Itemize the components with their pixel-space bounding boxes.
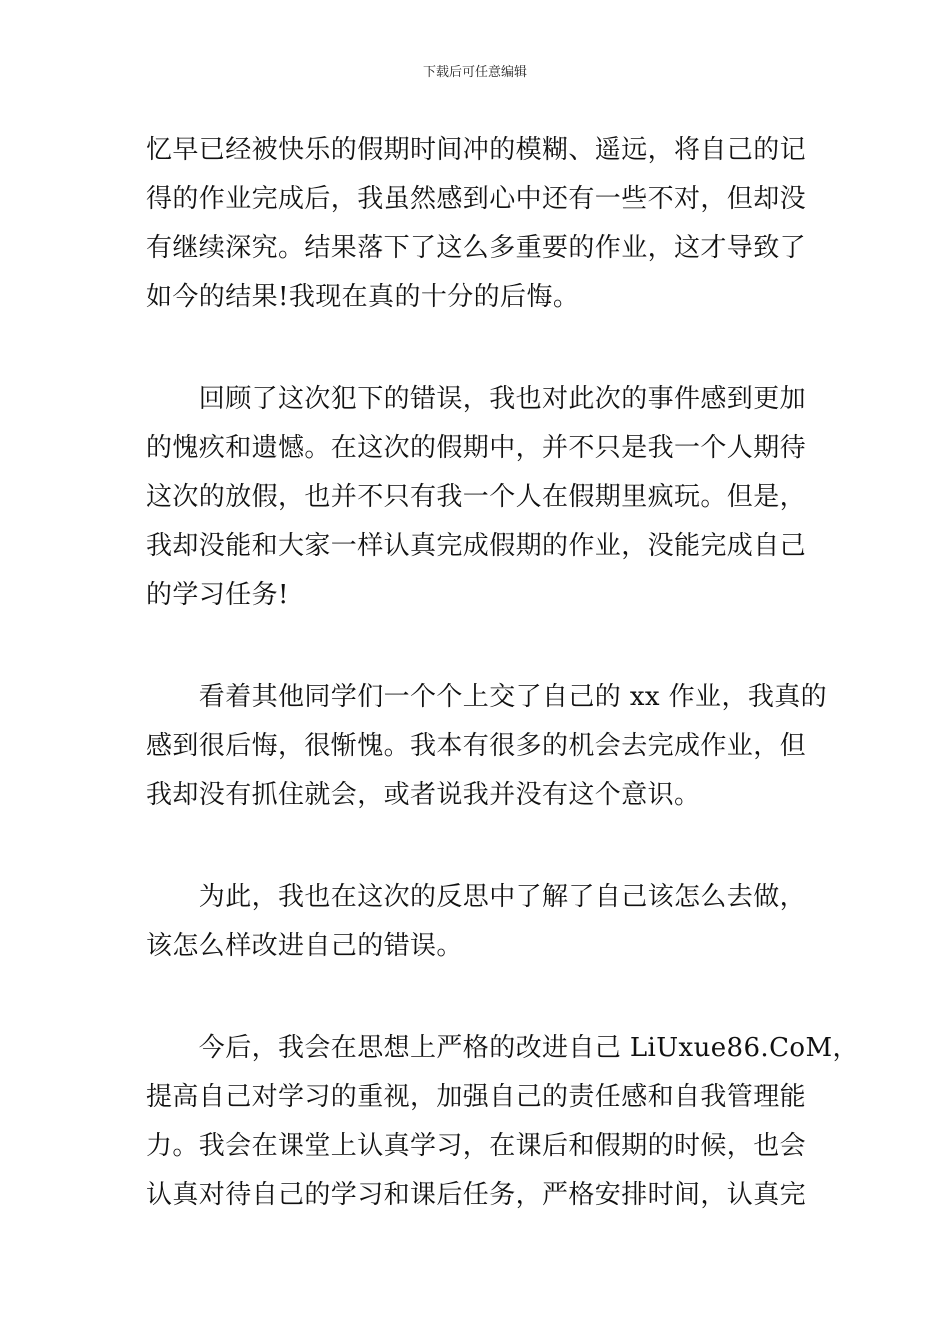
paragraph-line: 看着其他同学们一个个上交了自己的 xx 作业，我真的 (146, 682, 828, 712)
paragraph-line: 认真对待自己的学习和课后任务，严格安排时间，认真完 (146, 1180, 807, 1210)
paragraph-line: 的愧疚和遗憾。在这次的假期中，并不只是我一个人期待 (146, 433, 807, 463)
paragraph-5 (146, 1024, 859, 1220)
paragraph-line: 为此，我也在这次的反思中了解了自己该怎么去做， (146, 882, 807, 912)
paragraph-line: 忆早已经被快乐的假期时间冲的模糊、遥远，将自己的记 (146, 135, 807, 165)
paragraph-spacer (146, 322, 810, 375)
paragraph-4 (146, 873, 810, 971)
paragraph-line: 今后，我会在思想上严格的改进自己 LiUxue86.CoM， (146, 1033, 859, 1063)
paragraph-2 (146, 375, 810, 620)
paragraph-line: 提高自己对学习的重视，加强自己的责任感和自我管理能 (146, 1082, 807, 1112)
page-header: 下载后可任意编辑 (422, 65, 527, 80)
paragraph-spacer (146, 971, 810, 1024)
paragraph-1 (146, 126, 810, 322)
paragraph-line: 如今的结果!我现在真的十分的后悔。 (146, 282, 580, 312)
paragraph-line: 力。我会在课堂上认真学习，在课后和假期的时候，也会 (146, 1131, 807, 1161)
paragraph-line: 的学习任务! (146, 580, 289, 610)
paragraph-line: 该怎么样改进自己的错误。 (146, 931, 463, 961)
paragraph-line: 感到很后悔，很惭愧。我本有很多的机会去完成作业，但 (146, 731, 807, 761)
paragraph-line: 我却没有抓住就会，或者说我并没有这个意识。 (146, 780, 701, 810)
paragraph-line: 得的作业完成后，我虽然感到心中还有一些不对，但却没 (146, 184, 807, 214)
paragraph-line: 有继续深究。结果落下了这么多重要的作业，这才导致了 (146, 233, 807, 263)
paragraph-3 (146, 673, 828, 820)
paragraph-spacer (146, 820, 810, 873)
paragraph-line: 回顾了这次犯下的错误，我也对此次的事件感到更加 (146, 384, 807, 414)
document-body (146, 126, 859, 1220)
paragraph-line: 我却没能和大家一样认真完成假期的作业，没能完成自己 (146, 531, 807, 561)
paragraph-line: 这次的放假，也并不只有我一个人在假期里疯玩。但是， (146, 482, 807, 512)
paragraph-spacer (146, 620, 810, 673)
